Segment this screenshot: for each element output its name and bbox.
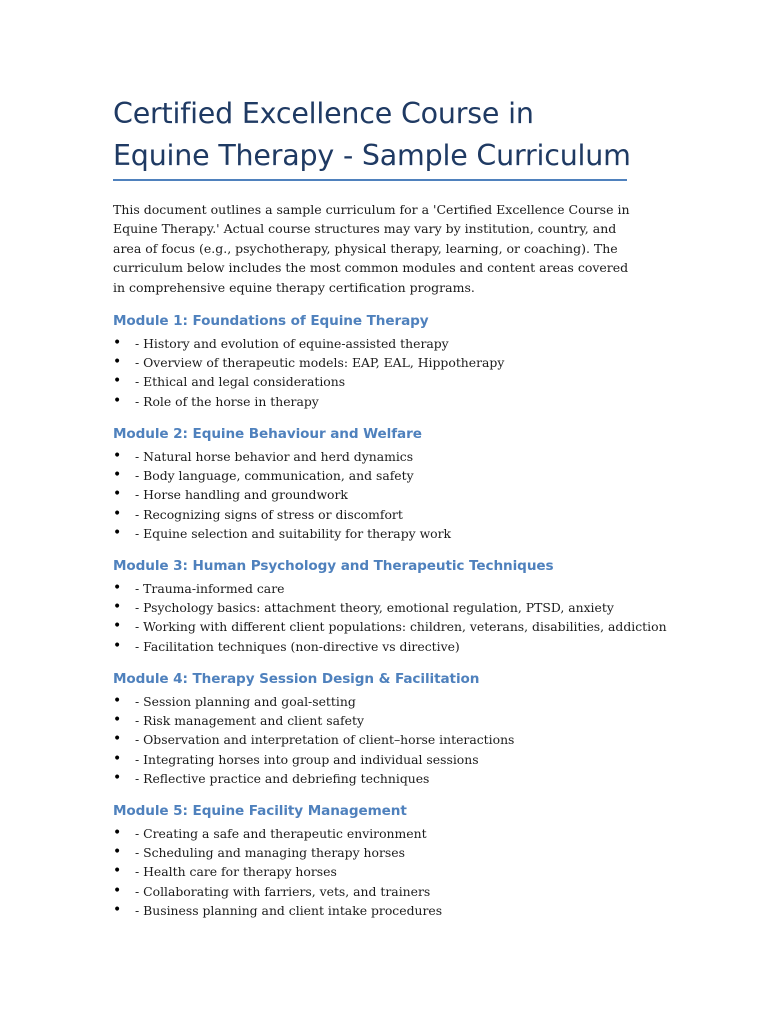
list-item-text: - History and evolution of equine-assisted therapy [135,336,449,351]
bullet-icon: • [113,599,122,616]
bullet-icon: • [113,448,122,464]
module-item-list [113,824,673,920]
list-item [113,524,673,543]
bullet-icon: • [113,844,122,861]
bullet-icon: • [113,863,122,880]
module-item-list [113,447,673,543]
module-item-list [113,334,673,411]
list-item-text: - Scheduling and managing therapy horses [135,845,405,861]
list-item-text: - Natural horse behavior and herd dynamics [135,449,414,464]
list-item [113,334,673,353]
list-item-text: - Psychology basics: attachment theory, emotional regulation, PTSD, anxiety [135,600,614,616]
module-heading: Module 1: Foundations of Equine Therapy [113,313,429,329]
module-heading: Module 5: Equine Facility Management [113,803,407,819]
list-item-text: - Body language, communication, and safety [135,468,414,484]
list-item-text: - Creating a safe and therapeutic environment [135,826,427,841]
list-item [113,862,673,881]
bullet-icon: • [113,335,122,351]
list-item [113,447,673,466]
list-item [113,617,673,636]
module-item-list [113,692,673,788]
list-item-text: - Observation and interpretation of client–horse interactions [135,732,515,748]
list-item [113,637,673,656]
list-item-text: - Facilitation techniques (non-directive vs directive) [135,638,460,654]
list-item [113,392,673,411]
bullet-icon: • [113,580,122,596]
list-item-text: - Ethical and legal considerations [135,374,346,390]
list-item [113,505,673,524]
list-item [113,824,673,843]
module-heading: Module 2: Equine Behaviour and Welfare [113,426,422,442]
list-item-text: - Business planning and client intake procedures [135,902,443,918]
bullet-icon: • [113,637,122,654]
list-item-text: - Integrating horses into group and individual sessions [135,751,479,767]
list-item-text: - Reflective practice and debriefing techniques [135,770,430,786]
module-2 [113,424,673,543]
list-item [113,730,673,749]
list-item-text: - Trauma-informed care [135,581,285,596]
bullet-icon: • [113,731,122,748]
list-item-text: - Health care for therapy horses [135,864,337,880]
bullet-icon: • [113,354,122,371]
module-5 [113,801,673,920]
bullet-icon: • [113,486,122,503]
list-item-text: - Horse handling and groundwork [135,487,348,503]
module-4 [113,669,673,788]
bullet-icon: • [113,750,122,767]
list-item [113,769,673,788]
bullet-icon: • [113,505,122,522]
list-item [113,466,673,485]
list-item [113,901,673,920]
bullet-icon: • [113,467,122,484]
list-item [113,598,673,617]
bullet-icon: • [113,524,122,541]
module-heading: Module 3: Human Psychology and Therapeutic Techniques [113,558,554,574]
bullet-icon: • [113,373,122,390]
bullet-icon: • [113,825,122,841]
bullet-icon: • [113,882,122,899]
bullet-icon: • [113,618,122,635]
module-heading: Module 4: Therapy Session Design & Facilitation [113,671,480,687]
list-item [113,353,673,372]
intro-paragraph: This document outlines a sample curriculum for a 'Certified Excellence Course in Equine Therapy.' Actual course structures may vary by institution, country, and area of focus (e.g., psychotherapy, physical therapy, learning, or coaching). The curriculum below includes the most common modules and content areas covered in comprehensive equine therapy certification programs. [113,202,630,295]
list-item [113,579,673,598]
list-item [113,372,673,391]
bullet-icon: • [113,901,122,918]
list-item-text: - Risk management and client safety [135,713,364,729]
list-item [113,692,673,711]
list-item [113,485,673,504]
list-item-text: - Role of the horse in therapy [135,393,319,409]
list-item [113,882,673,901]
bullet-icon: • [113,693,122,709]
bullet-icon: • [113,712,122,729]
title-divider [113,179,627,181]
list-item-text: - Session planning and goal-setting [135,694,356,709]
list-item-text: - Collaborating with farriers, vets, and trainers [135,883,431,899]
list-item [113,750,673,769]
list-item-text: - Equine selection and suitability for therapy work [135,525,452,541]
bullet-icon: • [113,769,122,786]
module-item-list [113,579,673,656]
module-1 [113,311,673,411]
list-item-text: - Overview of therapeutic models: EAP, EAL, Hippotherapy [135,355,505,371]
list-item [113,711,673,730]
document-title: Certified Excellence Course in Equine Therapy - Sample Curriculum [113,97,631,172]
list-item-text: - Working with different client populations: children, veterans, disabilities, addiction [135,619,667,635]
list-item [113,843,673,862]
list-item-text: - Recognizing signs of stress or discomfort [135,506,403,522]
bullet-icon: • [113,392,122,409]
module-3 [113,556,673,656]
